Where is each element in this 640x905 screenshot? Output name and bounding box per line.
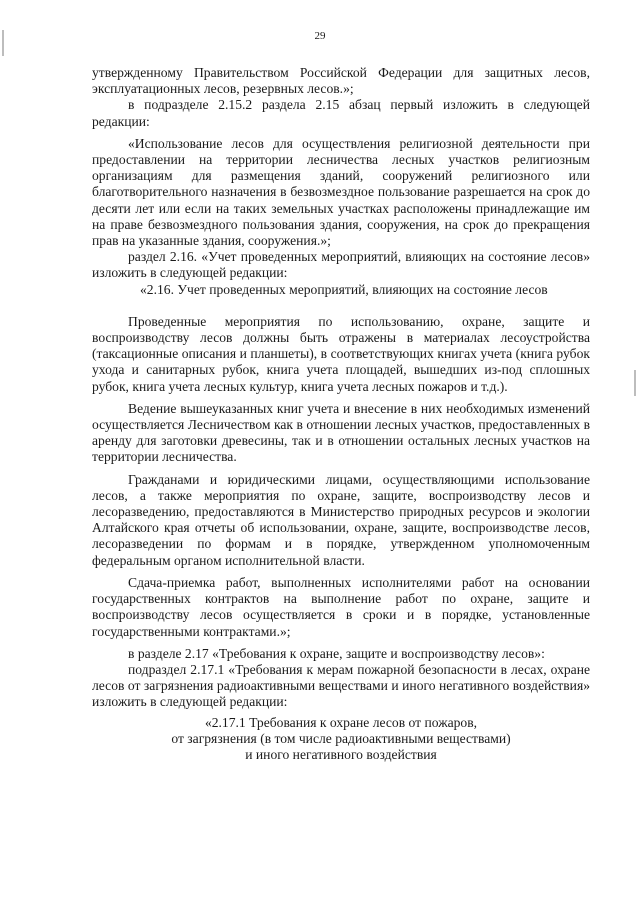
paragraph: «Использование лесов для осуществления религиозной деятельности при предоставлении на территории лесничества лесных участков религиозным организациям для размещения зданий, сооружений религиозного или благотворительного назначения в безвозмездное пользование разрешается на срок до десяти лет или если на таких земельных участках расположены принадлежащие им на праве безвозмездного пользования здания, сооружения, на срок до прекращения прав на указанные здания, сооружения.»; <box>92 135 590 249</box>
paragraph: раздел 2.16. «Учет проведенных мероприятий, влияющих на состояние лесов» изложить в следующей редакции: <box>92 249 590 281</box>
subsection-heading-line: и иного негативного воздействия <box>245 746 437 762</box>
paragraph: подраздел 2.17.1 «Требования к мерам пожарной безопасности в лесах, охране лесов от загрязнения радиоактивными веществами и иного негативного воздействия» изложить в следующей редакции: <box>92 661 590 710</box>
paragraph: Гражданами и юридическими лицами, осуществляющими использование лесов, а также мероприятия по охране, защите, воспроизводству лесов и лесоразведению, предоставляются в Министерство природных ресурсов и экологии Алтайского края отчеты об использовании, охране, защите, воспроизводстве лесов, лесоразведении по формам и в порядке, утвержденном уполномоченным федеральным органом исполнительной власти. <box>92 471 590 568</box>
subsection-heading-line: «2.17.1 Требования к охране лесов от пожаров, <box>204 714 478 730</box>
paragraph: утвержденному Правительством Российской Федерации для защитных лесов, эксплуатационных лесов, резервных лесов.»; <box>92 65 590 97</box>
paragraph: Ведение вышеуказанных книг учета и внесение в них необходимых изменений осуществляется Лесничеством как в отношении лесных участков, предоставленных в аренду для заготовки древесины, так и в отношении остальных лесных участков на территории лесничества. <box>92 400 590 465</box>
paragraph: Сдача-приемка работ, выполненных исполнителями работ на основании государственных контрактов на выполнение работ по охране, защите и воспроизводству лесов осуществляется в сроки и в порядке, установленные государственными контрактами.»; <box>92 574 590 639</box>
section-heading: «2.16. Учет проведенных мероприятий, влияющих на состояние лесов <box>140 281 548 297</box>
paragraph: в разделе 2.17 «Требования к охране, защите и воспроизводству лесов»: <box>128 645 545 661</box>
page-number: 29 <box>314 30 326 42</box>
subsection-heading-line: от загрязнения (в том числе радиоактивными веществами) <box>171 730 511 746</box>
paragraph: Проведенные мероприятия по использованию, охране, защите и воспроизводству лесов должны быть отражены в материалах лесоустройства (таксационные описания и планшеты), в соответствующих книгах учета (книга рубок ухода и санитарных рубок, книга учета площадей, вышедших из-под сплошных рубок, книга учета лесных культур, книга учета лесных пожаров и т.д.). <box>92 313 590 394</box>
document-body <box>92 65 590 763</box>
scan-margin-mark <box>634 370 636 396</box>
paragraph: в подразделе 2.15.2 раздела 2.15 абзац первый изложить в следующей редакции: <box>92 97 590 129</box>
